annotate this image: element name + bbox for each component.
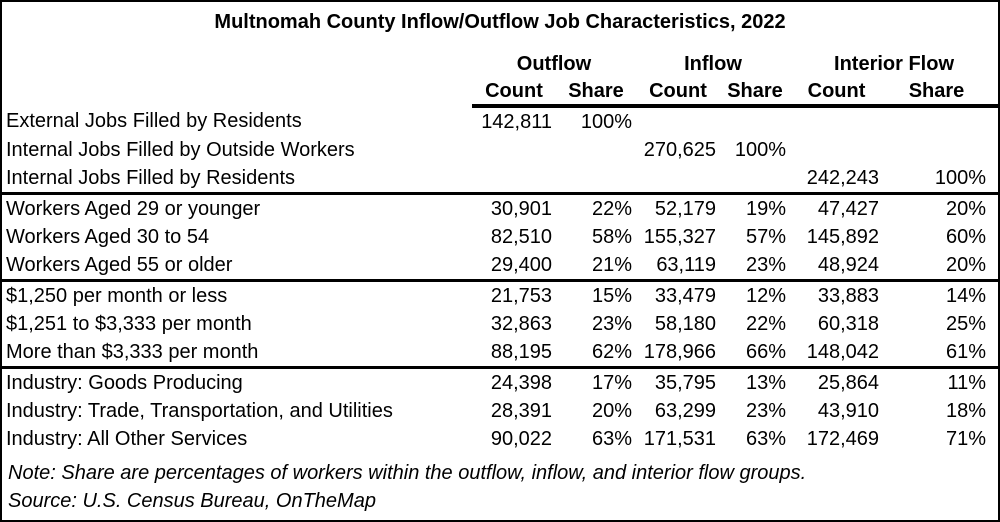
job-characteristics-table	[2, 50, 998, 453]
table-row	[2, 194, 998, 224]
data-cell: 30,901	[490, 197, 552, 220]
row-label: Internal Jobs Filled by Residents	[2, 164, 472, 194]
data-cell	[883, 136, 998, 164]
data-cell: 63,299	[654, 399, 716, 422]
row-label: Internal Jobs Filled by Outside Workers	[6, 138, 355, 161]
data-cell: 60%	[945, 225, 987, 248]
data-cell	[556, 136, 636, 164]
table-row	[2, 368, 998, 398]
data-cell	[472, 136, 556, 164]
data-cell: 90,022	[490, 427, 552, 450]
row-label: Industry: All Other Services	[6, 427, 248, 450]
data-cell: 100%	[580, 110, 632, 133]
data-cell: 145,892	[806, 225, 880, 248]
data-cell: 32,863	[490, 312, 552, 335]
table-row	[2, 338, 998, 368]
data-cell	[472, 164, 556, 194]
data-cell: 22%	[745, 312, 787, 335]
data-cell: 20%	[883, 251, 998, 281]
note-text: Note: Share are percentages of workers within the outflow, inflow, and interior flow groups.	[8, 462, 807, 484]
data-cell: 61%	[883, 338, 998, 368]
data-cell: 62%	[556, 338, 636, 368]
header-interior-count: Count	[790, 78, 883, 106]
data-cell	[883, 106, 998, 136]
data-cell: 82,510	[490, 225, 552, 248]
data-cell: 57%	[745, 225, 787, 248]
data-cell: 17%	[591, 371, 632, 394]
column-group-inflow: Inflow	[684, 52, 742, 75]
data-cell: 148,042	[790, 338, 883, 368]
data-cell: 12%	[745, 284, 787, 307]
row-label: Workers Aged 29 or younger	[6, 197, 261, 220]
data-cell: 58%	[591, 225, 632, 248]
table-row	[2, 164, 998, 194]
data-cell: 25,864	[817, 371, 880, 394]
page-title: Multnomah County Inflow/Outflow Job Characteristics, 2022	[214, 11, 786, 33]
header-inflow-share: Share	[720, 78, 790, 106]
row-label: $1,251 to $3,333 per month	[6, 312, 252, 335]
data-cell: 155,327	[643, 225, 716, 248]
row-label: More than $3,333 per month	[2, 338, 472, 368]
table-body	[2, 106, 998, 453]
data-cell: 58,180	[654, 312, 716, 335]
data-cell: 21,753	[490, 284, 552, 307]
table-footnotes	[2, 459, 998, 515]
data-cell: 60,318	[817, 312, 880, 335]
data-cell: 43,910	[817, 399, 880, 422]
data-cell	[790, 106, 883, 136]
data-cell: 25%	[945, 312, 987, 335]
data-cell: 15%	[591, 284, 632, 307]
header-spacer	[2, 78, 472, 106]
data-cell: 21%	[556, 251, 636, 281]
data-cell: 35,795	[654, 371, 716, 394]
header-inflow-count: Count	[636, 78, 720, 106]
data-cell: 29,400	[472, 251, 556, 281]
table-row	[2, 251, 998, 281]
table-row	[2, 310, 998, 338]
data-cell: 52,179	[654, 197, 716, 220]
data-cell: 171,531	[643, 427, 716, 450]
header-outflow-share: Share	[556, 78, 636, 106]
data-cell: 100%	[883, 164, 998, 194]
data-cell: 33,479	[654, 284, 716, 307]
data-cell	[720, 106, 790, 136]
data-cell: 23%	[591, 312, 632, 335]
data-cell: 11%	[947, 371, 987, 394]
header-spacer	[2, 50, 472, 78]
row-label: Workers Aged 55 or older	[2, 251, 472, 281]
table-row	[2, 397, 998, 425]
data-cell: 47,427	[817, 197, 880, 220]
column-group-outflow: Outflow	[516, 52, 592, 75]
source-text: Source: U.S. Census Bureau, OnTheMap	[8, 490, 376, 512]
data-cell: 88,195	[472, 338, 556, 368]
data-cell: 63%	[745, 427, 787, 450]
column-group-interior-flow: Interior Flow	[834, 52, 955, 75]
data-cell: 100%	[734, 138, 787, 161]
row-label: Industry: Goods Producing	[6, 371, 243, 394]
data-cell: 20%	[591, 399, 632, 422]
data-cell	[790, 136, 883, 164]
header-outflow-count: Count	[472, 78, 556, 106]
table-row	[2, 281, 998, 311]
header-interior-share: Share	[883, 78, 998, 106]
data-cell: 20%	[945, 197, 987, 220]
data-cell	[636, 164, 720, 194]
data-cell: 28,391	[490, 399, 552, 422]
data-cell: 172,469	[806, 427, 880, 450]
data-cell: 18%	[945, 399, 987, 422]
column-group-row	[2, 50, 998, 78]
table-header	[2, 50, 998, 106]
data-cell: 24,398	[490, 371, 552, 394]
data-cell: 23%	[745, 399, 787, 422]
data-cell: 63%	[591, 427, 632, 450]
data-cell	[556, 164, 636, 194]
data-cell: 178,966	[636, 338, 720, 368]
data-cell: 48,924	[790, 251, 883, 281]
row-label: Workers Aged 30 to 54	[6, 225, 210, 248]
row-label: Industry: Trade, Transportation, and Utilities	[6, 399, 393, 422]
table-row	[2, 106, 998, 136]
data-cell: 33,883	[817, 284, 880, 307]
data-cell: 71%	[945, 427, 987, 450]
data-cell: 14%	[945, 284, 987, 307]
table-row	[2, 425, 998, 453]
data-cell: 66%	[720, 338, 790, 368]
data-cell: 13%	[745, 371, 787, 394]
data-cell	[636, 106, 720, 136]
data-cell: 23%	[720, 251, 790, 281]
data-cell: 270,625	[643, 138, 716, 161]
data-cell: 63,119	[636, 251, 720, 281]
table-row	[2, 136, 998, 164]
table-row	[2, 223, 998, 251]
data-cell	[720, 164, 790, 194]
row-label: $1,250 per month or less	[6, 284, 228, 307]
data-cell: 22%	[591, 197, 632, 220]
row-label: External Jobs Filled by Residents	[6, 109, 302, 132]
data-cell: 242,243	[790, 164, 883, 194]
data-cell: 19%	[745, 197, 787, 220]
data-cell: 142,811	[481, 110, 552, 133]
sub-header-row	[2, 78, 998, 106]
